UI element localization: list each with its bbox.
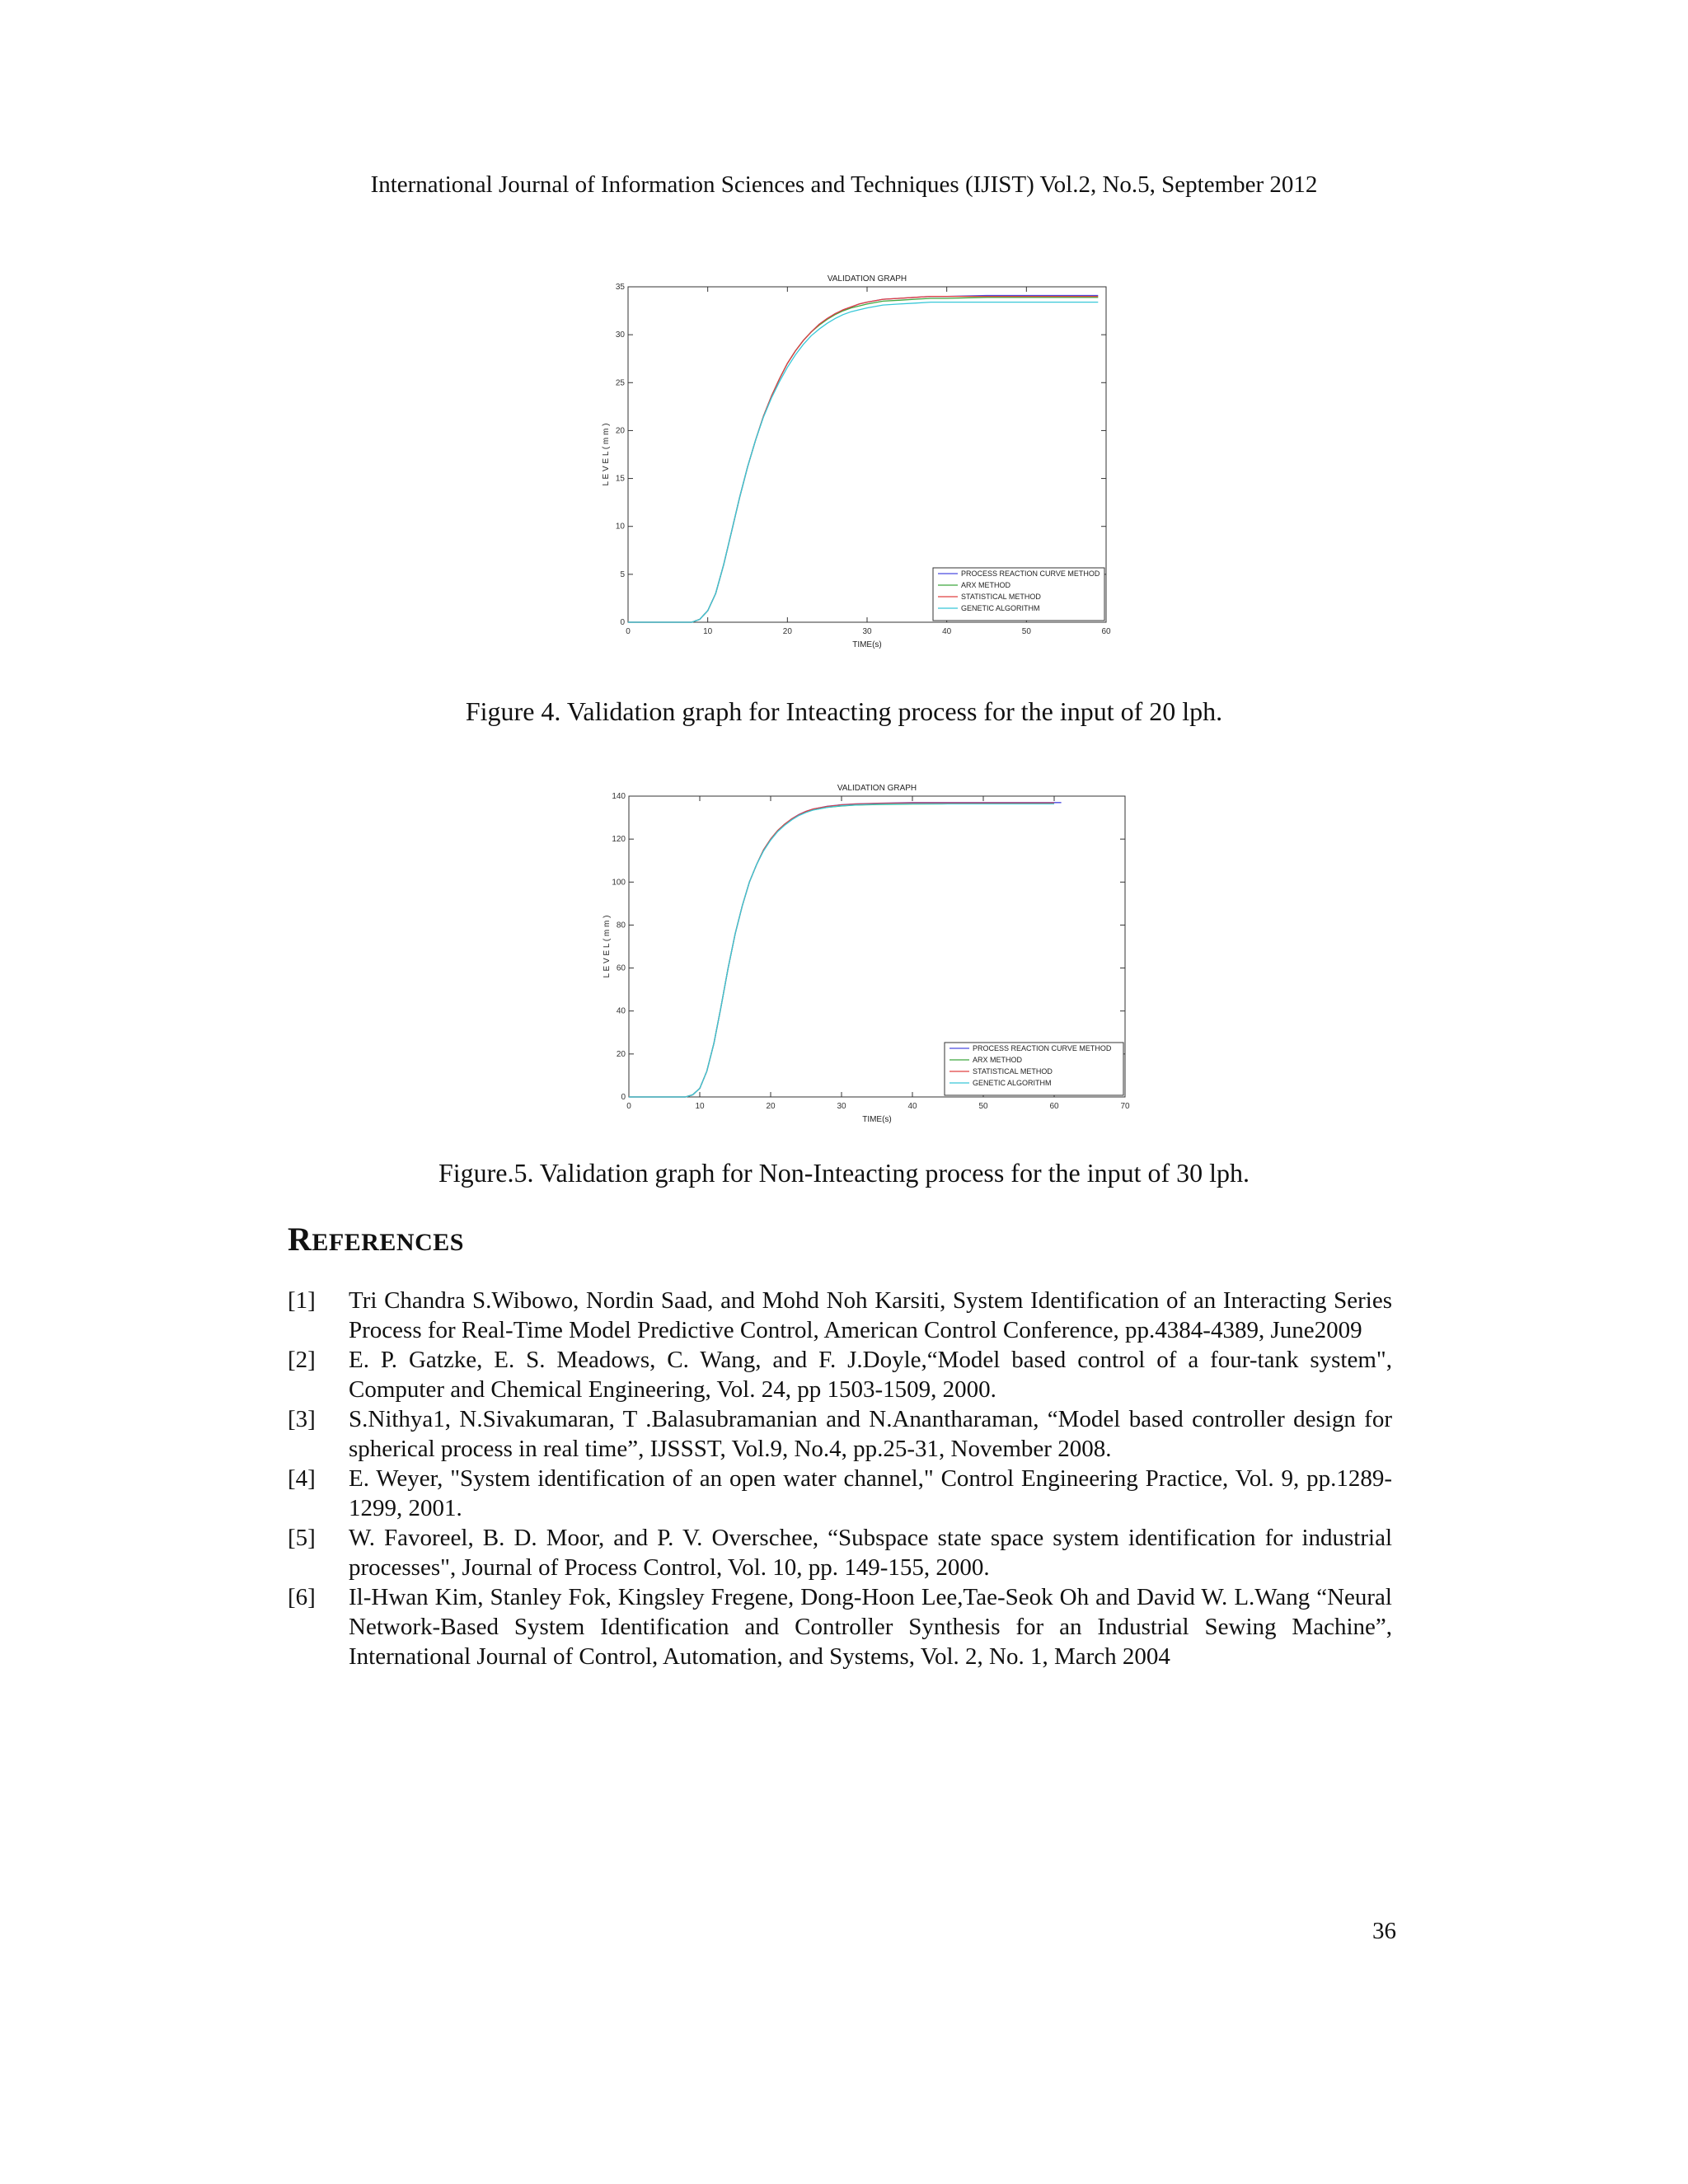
y-tick-label: 5 (620, 569, 625, 579)
x-tick-label: 50 (978, 1102, 988, 1111)
x-tick-label: 0 (626, 627, 631, 636)
y-axis-label: L E V E L ( m m ) (603, 915, 612, 978)
legend-entry: STATISTICAL METHOD (973, 1067, 1053, 1076)
x-tick-label: 0 (626, 1102, 631, 1111)
legend-entry: GENETIC ALGORITHM (973, 1079, 1052, 1087)
reference-item: [2] E. P. Gatzke, E. S. Meadows, C. Wang, and F. J.Doyle,“Model based control of a four-tank system", Computer and Chemical Engineering, Vol. 24, pp 1503-1509, 2000. (288, 1347, 1392, 1403)
legend-entry: STATISTICAL METHOD (961, 593, 1041, 601)
y-tick-label: 100 (612, 878, 626, 888)
chart-svg (577, 262, 1121, 666)
x-tick-label: 30 (837, 1102, 846, 1111)
y-tick-label: 35 (615, 283, 625, 292)
x-axis-label: TIME(s) (852, 640, 882, 649)
references-list (288, 1286, 1392, 1671)
reference-item: [5] W. Favoreel, B. D. Moor, and P. V. Overschee, “Subspace state space system identification for industrial processes", Journal of Process Control, Vol. 10, pp. 149-155, 2000. (288, 1525, 1392, 1581)
y-tick-label: 140 (612, 792, 626, 801)
page-number: 36 (1372, 1918, 1396, 1944)
journal-header: International Journal of Information Sciences and Techniques (IJIST) Vol.2, No.5, September 2012 (370, 171, 1318, 198)
x-tick-label: 40 (942, 627, 952, 636)
figure-5-caption: Figure.5. Validation graph for Non-Inteacting process for the input of 30 lph. (438, 1158, 1250, 1188)
y-tick-label: 0 (620, 618, 625, 627)
chart-title: VALIDATION GRAPH (837, 784, 917, 793)
x-tick-label: 60 (1049, 1102, 1059, 1111)
legend-entry: PROCESS REACTION CURVE METHOD (961, 569, 1100, 578)
figure-4-chart (577, 262, 1121, 666)
y-tick-label: 25 (615, 378, 625, 388)
legend-entry: GENETIC ALGORITHM (961, 604, 1040, 612)
legend-entry: PROCESS REACTION CURVE METHOD (973, 1044, 1112, 1052)
x-tick-label: 40 (907, 1102, 917, 1111)
x-tick-label: 20 (766, 1102, 776, 1111)
legend-entry: ARX METHOD (973, 1056, 1023, 1064)
y-tick-label: 40 (616, 1006, 626, 1016)
figure-4-caption: Figure 4. Validation graph for Inteacting process for the input of 20 lph. (465, 696, 1223, 726)
y-axis-label: L E V E L ( m m ) (602, 423, 611, 486)
reference-item: [1] Tri Chandra S.Wibowo, Nordin Saad, and Mohd Noh Karsiti, System Identification of an Interacting Series Process for Real-Time Model Predictive Control, American Control Conference, pp.4384-4389, June2009 (288, 1287, 1392, 1343)
reference-item: [6] Il-Hwan Kim, Stanley Fok, Kingsley Fregene, Dong-Hoon Lee,Tae-Seok Oh and David W. L.Wang “Neural Network-Based System Identification and Controller Synthesis for an Industrial Sewing Machine”, International Journal of Control, Automation, and Systems, Vol. 2, No. 1, March 2004 (288, 1584, 1392, 1670)
x-tick-label: 10 (695, 1102, 705, 1111)
y-tick-label: 80 (616, 921, 626, 930)
y-tick-label: 120 (612, 835, 626, 845)
chart-svg (577, 766, 1154, 1137)
x-tick-label: 50 (1021, 627, 1031, 636)
references-heading: REFERENCES (288, 1221, 464, 1258)
y-tick-label: 30 (615, 330, 625, 340)
reference-item: [4] E. Weyer, "System identification of an open water channel," Control Engineering Practice, Vol. 9, pp.1289-1299, 2001. (288, 1465, 1392, 1521)
chart-title: VALIDATION GRAPH (827, 274, 907, 284)
x-axis-label: TIME(s) (862, 1115, 892, 1124)
y-tick-label: 10 (615, 522, 625, 532)
x-tick-label: 10 (703, 627, 713, 636)
x-tick-label: 60 (1101, 627, 1111, 636)
reference-item: [3] S.Nithya1, N.Sivakumaran, T .Balasubramanian and N.Anantharaman, “Model based controller design for spherical process in real time”, IJSSST, Vol.9, No.4, pp.25-31, November 2008. (288, 1406, 1392, 1462)
x-tick-label: 20 (782, 627, 792, 636)
y-tick-label: 20 (615, 426, 625, 436)
y-tick-label: 60 (616, 963, 626, 973)
figure-5-chart (577, 766, 1154, 1137)
y-tick-label: 0 (621, 1093, 626, 1102)
x-tick-label: 30 (862, 627, 872, 636)
y-tick-label: 15 (615, 474, 625, 484)
legend-entry: ARX METHOD (961, 581, 1011, 589)
y-tick-label: 20 (616, 1049, 626, 1059)
x-tick-label: 70 (1120, 1102, 1130, 1111)
